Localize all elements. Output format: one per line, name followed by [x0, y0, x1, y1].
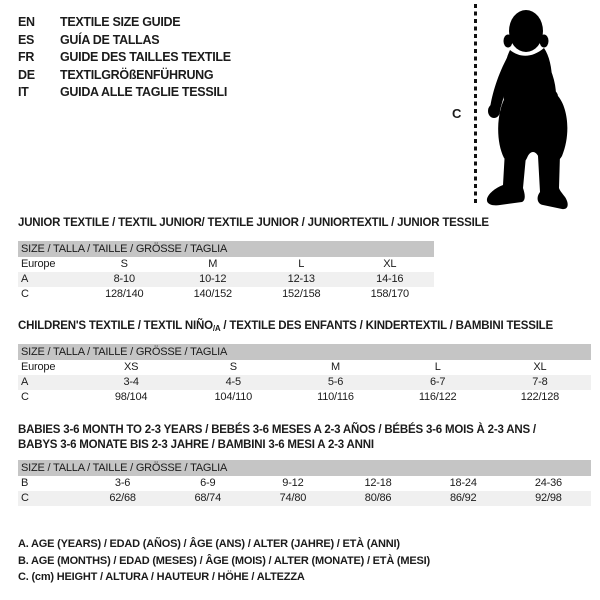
- table-cell: M: [208, 258, 218, 270]
- table-cell: 9-12: [282, 477, 304, 489]
- babies-title-line1: BABIES 3-6 MONTH TO 2-3 YEARS / BEBÉS 3-6 MESES A 2-3 AÑOS / BÉBÉS 3-6 MOIS À 2-3 ANS /: [18, 424, 536, 436]
- table-cell: 14-16: [346, 272, 435, 287]
- language-row-es: [18, 32, 231, 50]
- table-cell: 62/68: [80, 491, 165, 506]
- babies-textile-table: [18, 460, 591, 506]
- row-label: C: [21, 391, 29, 403]
- row-label: A: [18, 272, 80, 287]
- language-row-it: [18, 84, 231, 102]
- toddler-silhouette-icon: [480, 0, 600, 215]
- table-cell: 140/152: [193, 288, 232, 300]
- table-cell: 18-24: [449, 477, 477, 489]
- table-cell: 128/140: [105, 288, 144, 300]
- table-cell: 158/170: [370, 288, 409, 300]
- table-cell: 104/110: [214, 391, 253, 403]
- size-header-label: SIZE / TALLA / TAILLE / GRÖSSE / TAGLIA: [18, 241, 434, 257]
- size-header-bar: [18, 241, 434, 257]
- table-cell: S: [120, 258, 128, 270]
- children-title-sub: /A: [212, 324, 221, 333]
- table-cell: S: [229, 361, 237, 373]
- table-cell: L: [434, 361, 441, 373]
- table-row-age: [18, 272, 434, 287]
- legend: [18, 536, 430, 586]
- guide-title: TEXTILE SIZE GUIDE: [60, 15, 181, 29]
- height-measure-dotted-line: [474, 4, 477, 206]
- table-row-europe: [18, 360, 591, 375]
- table-row-months: [18, 476, 591, 491]
- row-label: B: [21, 477, 29, 489]
- language-title-block: [18, 14, 231, 102]
- table-cell: 152/158: [282, 288, 321, 300]
- table-cell: 92/98: [506, 491, 591, 506]
- size-header-label: SIZE / TALLA / TAILLE / GRÖSSE / TAGLIA: [18, 344, 591, 360]
- language-code: IT: [18, 85, 29, 99]
- table-cell: 6-7: [387, 375, 489, 390]
- table-cell: 7-8: [489, 375, 591, 390]
- table-cell: 24-36: [534, 477, 562, 489]
- table-cell: 68/74: [165, 491, 250, 506]
- junior-textile-title: JUNIOR TEXTILE / TEXTIL JUNIOR/ TEXTILE JUNIOR / JUNIORTEXTIL / JUNIOR TESSILE: [18, 217, 489, 229]
- row-label: Europe: [21, 258, 56, 270]
- row-label: A: [18, 375, 80, 390]
- size-header-bar: [18, 460, 591, 476]
- table-cell: XL: [383, 258, 397, 270]
- table-cell: 3-6: [114, 477, 131, 489]
- legend-line-a: A. AGE (YEARS) / EDAD (AÑOS) / ÂGE (ANS) / ALTER (JAHRE) / ETÀ (ANNI): [18, 538, 400, 550]
- size-header-bar: [18, 344, 591, 360]
- height-measure-label: C: [452, 106, 462, 121]
- babies-textile-title: [18, 423, 583, 453]
- table-cell: 10-12: [169, 272, 258, 287]
- table-cell: 116/122: [418, 391, 457, 403]
- language-row-en: [18, 14, 231, 32]
- table-cell: 110/116: [317, 391, 354, 403]
- row-label: C: [21, 288, 29, 300]
- guide-title: GUIDE DES TAILLES TEXTILE: [60, 50, 231, 64]
- row-label: Europe: [21, 361, 56, 373]
- legend-line-c: C. (cm) HEIGHT / ALTURA / HAUTEUR / HÖHE / ALTEZZA: [18, 571, 305, 583]
- table-row-age: [18, 375, 591, 390]
- language-code: DE: [18, 67, 35, 82]
- language-code: EN: [18, 15, 35, 29]
- language-code: ES: [18, 32, 35, 47]
- table-row-height: [18, 287, 434, 302]
- table-cell: XS: [123, 361, 139, 373]
- table-cell: 122/128: [520, 391, 560, 403]
- children-textile-table: [18, 344, 591, 405]
- table-cell: 8-10: [80, 272, 169, 287]
- language-row-de: [18, 67, 231, 85]
- table-cell: 12-13: [257, 272, 346, 287]
- table-cell: 98/104: [114, 391, 148, 403]
- language-code: FR: [18, 50, 35, 64]
- table-cell: 3-4: [80, 375, 182, 390]
- table-row-europe: [18, 257, 434, 272]
- babies-title-line2: BABYS 3-6 MONATE BIS 2-3 JAHRE / BAMBINI 3-6 MESI A 2-3 ANNI: [18, 439, 374, 451]
- guide-title: GUIDA ALLE TAGLIE TESSILI: [60, 85, 228, 99]
- children-textile-title: [18, 319, 553, 336]
- row-label: C: [18, 491, 80, 506]
- table-row-height: [18, 491, 591, 506]
- table-cell: 4-5: [182, 375, 284, 390]
- children-title-post: / TEXTILE DES ENFANTS / KINDERTEXTIL / BAMBINI TESSILE: [220, 320, 553, 332]
- table-cell: 6-9: [200, 477, 216, 489]
- table-cell: L: [298, 258, 305, 270]
- language-row-fr: [18, 49, 231, 67]
- guide-title: TEXTILGRÖßENFÜHRUNG: [60, 67, 214, 82]
- guide-title: GUÍA DE TALLAS: [60, 32, 160, 47]
- table-cell: 5-6: [284, 375, 386, 390]
- table-cell: M: [330, 361, 340, 373]
- legend-line-b: B. AGE (MONTHS) / EDAD (MESES) / ÂGE (MOIS) / ALTER (MONATE) / ETÀ (MESI): [18, 554, 430, 567]
- table-cell: 74/80: [250, 491, 335, 506]
- table-cell: 80/86: [335, 491, 420, 506]
- table-cell: 86/92: [421, 491, 506, 506]
- table-row-height: [18, 390, 591, 405]
- children-title-pre: CHILDREN'S TEXTILE / TEXTIL NIÑO: [18, 320, 213, 332]
- table-cell: 12-18: [364, 477, 392, 489]
- junior-textile-table: [18, 241, 434, 302]
- size-header-label: SIZE / TALLA / TAILLE / GRÖSSE / TAGLIA: [18, 460, 591, 476]
- table-cell: XL: [533, 361, 547, 373]
